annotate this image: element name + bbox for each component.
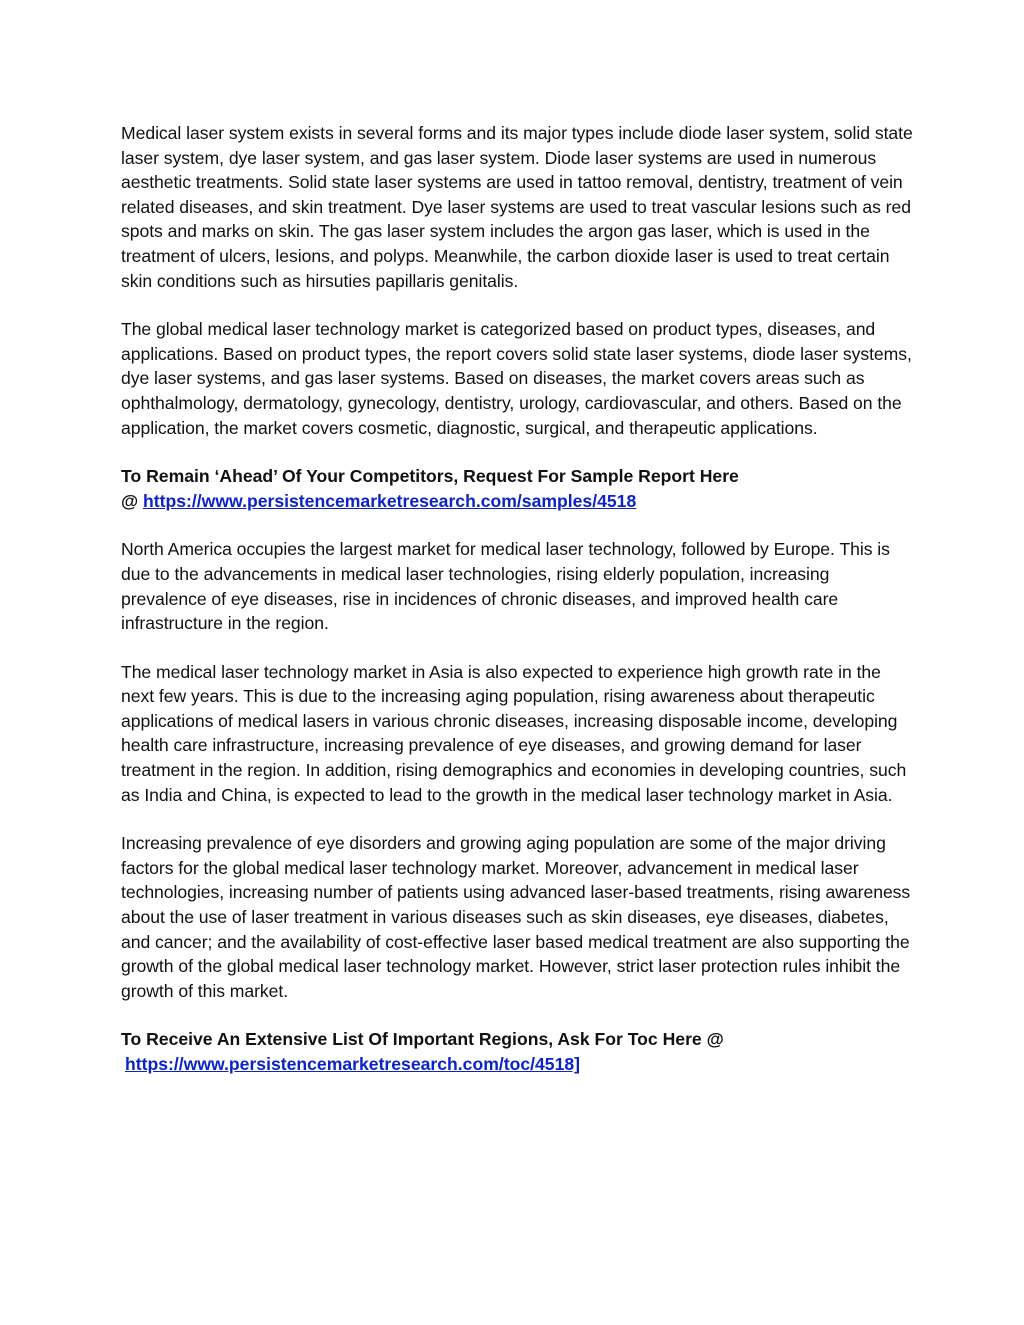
toc-request-text: To Receive An Extensive List Of Important Regions, Ask For Toc Here @ — [121, 1029, 724, 1050]
toc-request-callout — [121, 1027, 913, 1076]
paragraph-asia-market: The medical laser technology market in Asia is also expected to experience high growth rate in the next few years. This is due to the increasing aging population, rising awareness about therapeutic applications of medical lasers in various chronic diseases, increasing disposable income, developing health care infrastructure, increasing prevalence of eye diseases, and growing demand for laser treatment in the region. In addition, rising demographics and economies in developing countries, such as India and China, is expected to lead to the growth in the medical laser technology market in Asia. — [121, 661, 907, 805]
sample-request-callout — [121, 464, 913, 513]
sample-link-line — [121, 489, 913, 514]
sample-report-link[interactable]: https://www.persistencemarketresearch.com/samples/4518 — [143, 490, 637, 511]
document-page — [121, 121, 913, 1101]
sample-request-text: To Remain ‘Ahead’ Of Your Competitors, Request For Sample Report Here — [121, 466, 739, 487]
paragraph-market-categories: The global medical laser technology market is categorized based on product types, diseases, and applications. Based on product types, the report covers solid state laser systems, diode laser systems, dye laser systems, and gas laser systems. Based on diseases, the market covers areas such as ophthalmology, dermatology, gynecology, dentistry, urology, cardiovascular, and others. Based on the application, the market covers cosmetic, diagnostic, surgical, and therapeutic applications. — [121, 319, 912, 438]
paragraph-laser-types: Medical laser system exists in several forms and its major types include diode laser system, solid state laser system, dye laser system, and gas laser system. Diode laser systems are used in numerous aesthetic treatments. Solid state laser systems are used in tattoo removal, dentistry, treatment of vein related diseases, and skin treatment. Dye laser systems are used to treat vascular lesions such as red spots and marks on skin. The gas laser system includes the argon gas laser, which is used in the treatment of ulcers, lesions, and polyps. Meanwhile, the carbon dioxide laser is used to treat certain skin conditions such as hirsuties papillaris genitalis. — [121, 123, 913, 291]
paragraph-driving-factors: Increasing prevalence of eye disorders and growing aging population are some of the major driving factors for the global medical laser technology market. Moreover, advancement in medical laser technologies, increasing number of patients using advanced laser-based treatments, rising awareness about the use of laser treatment in various diseases such as skin diseases, eye diseases, diabetes, and cancer; and the availability of cost-effective laser based medical treatment are also supporting the growth of the global medical laser technology market. However, strict laser protection rules inhibit the growth of this market. — [121, 833, 911, 1001]
at-symbol: @ — [121, 490, 144, 511]
toc-link-line — [121, 1052, 913, 1077]
paragraph-north-america: North America occupies the largest market for medical laser technology, followed by Europe. This is due to the advancements in medical laser technologies, rising elderly population, increasing prevalence of eye diseases, rise in incidences of chronic diseases, and improved health care infrastructure in the region. — [121, 539, 890, 634]
toc-link[interactable]: https://www.persistencemarketresearch.com/toc/4518] — [125, 1054, 581, 1074]
